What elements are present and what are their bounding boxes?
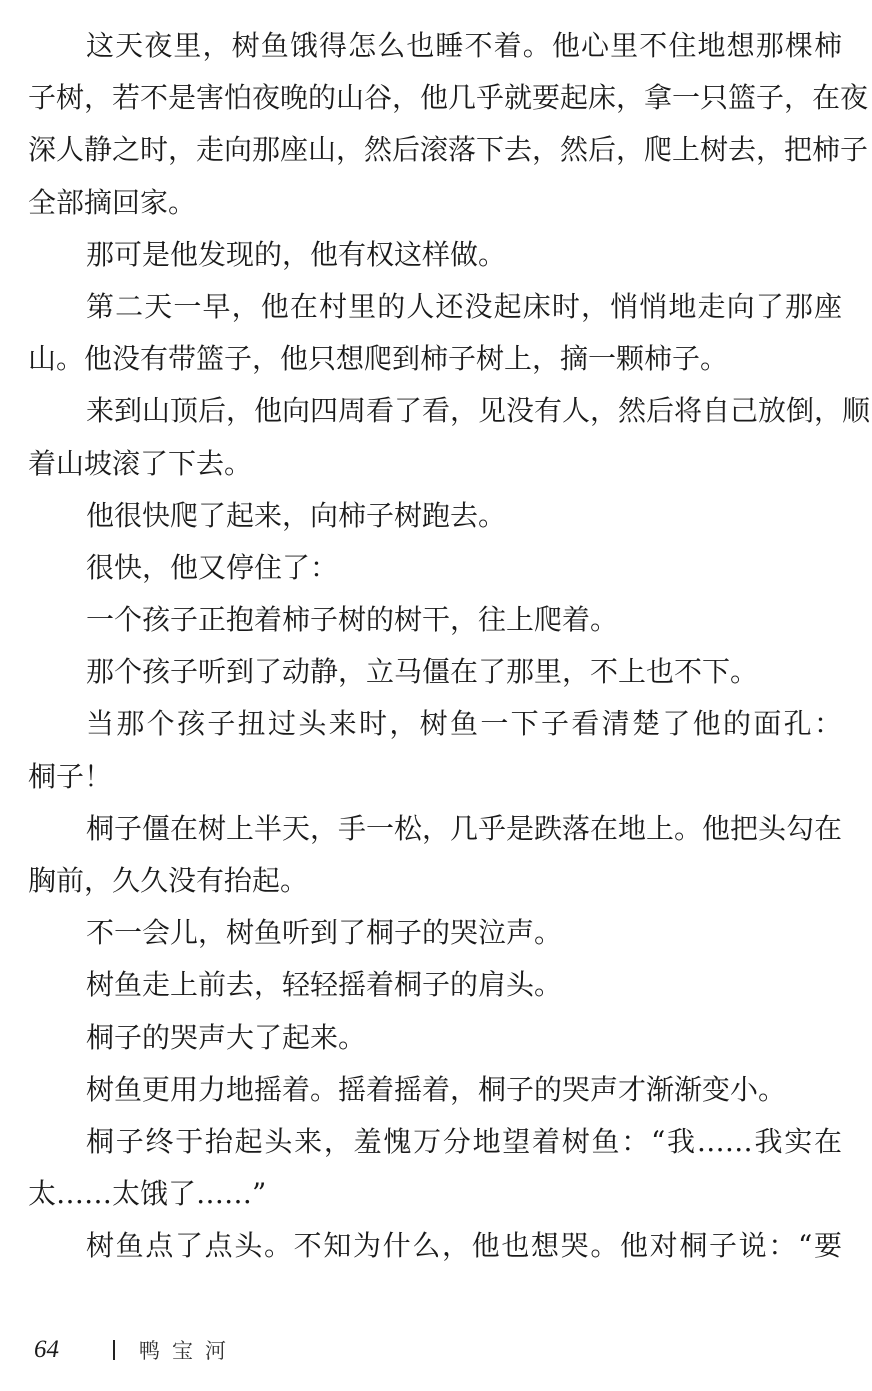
page-number: 64	[34, 1336, 59, 1363]
text-line: 深人静之时，走向那座山，然后滚落下去，然后，爬上树去，把柿子	[28, 133, 869, 167]
text-line: 胸前，久久没有抬起。	[28, 864, 309, 897]
book-title: 鸭宝河	[139, 1339, 238, 1363]
text-line: 子树，若不是害怕夜晚的山谷，他几乎就要起床，拿一只篮子，在夜	[28, 81, 869, 115]
text-line: 来到山顶后，他向四周看了看，见没有人，然后将自己放倒，顺	[86, 394, 871, 428]
text-line: 桐子终于抬起头来，羞愧万分地望着树鱼：“我……我实在	[86, 1124, 842, 1158]
text-line: 那个孩子听到了动静，立马僵在了那里，不上也不下。	[86, 655, 759, 689]
text-line: 桐子！	[28, 759, 113, 793]
text-line: 很快，他又停住了：	[86, 550, 339, 584]
body-text	[28, 26, 871, 1279]
text-line: 全部摘回家。	[28, 185, 197, 219]
text-line: 当那个孩子扭过头来时，树鱼一下子看清楚了他的面孔：	[86, 707, 842, 741]
text-line: 不一会儿，树鱼听到了桐子的哭泣声。	[86, 916, 563, 950]
text-line: 那可是他发现的，他有权这样做。	[86, 237, 507, 271]
text-line: 一个孩子正抱着柿子树的树干，往上爬着。	[86, 603, 619, 637]
text-line: 山。他没有带篮子，他只想爬到柿子树上，摘一颗柿子。	[28, 342, 729, 376]
text-line: 树鱼点了点头。不知为什么，他也想哭。他对桐子说：“要	[86, 1229, 842, 1263]
text-line: 第二天一早，他在村里的人还没起床时，悄悄地走向了那座	[86, 289, 842, 323]
page-footer	[34, 1335, 238, 1365]
text-line: 树鱼走上前去，轻轻摇着桐子的肩头。	[86, 968, 563, 1002]
text-line: 桐子僵在树上半天，手一松，几乎是跌落在地上。他把头勾在	[86, 811, 843, 845]
text-line: 着山坡滚了下去。	[28, 446, 253, 480]
footer-divider	[113, 1340, 115, 1360]
text-line: 太……太饿了……”	[28, 1177, 267, 1211]
text-line: 这天夜里，树鱼饿得怎么也睡不着。他心里不住地想那棵柿	[86, 29, 842, 62]
text-line: 树鱼更用力地摇着。摇着摇着，桐子的哭声才渐渐变小。	[86, 1072, 787, 1106]
text-line: 他很快爬了起来，向柿子树跑去。	[86, 498, 507, 532]
text-line: 桐子的哭声大了起来。	[86, 1020, 367, 1054]
